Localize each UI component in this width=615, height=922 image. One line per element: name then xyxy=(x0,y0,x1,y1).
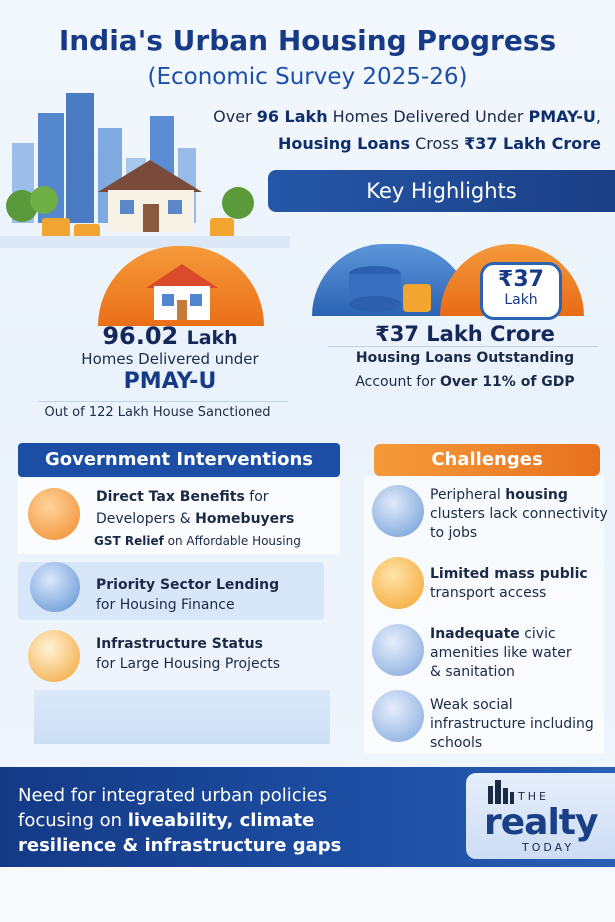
city-house-illustration xyxy=(0,88,290,248)
water-tap-icon xyxy=(372,624,424,676)
footer-message: Need for integrated urban policies focusing on liveability, climate resilience & infrastructure gaps xyxy=(18,785,342,856)
brand-name: realty xyxy=(484,802,598,843)
divider xyxy=(38,401,288,402)
bottom-margin xyxy=(0,867,615,922)
intervention-direct-tax: Direct Tax Benefits for Developers & Homebuyers xyxy=(96,489,295,527)
intervention-gst-relief: GST Relief on Affordable Housing xyxy=(94,534,301,548)
divider xyxy=(328,346,598,347)
tax-house-icon xyxy=(28,488,80,540)
headline: Over 96 Lakh Homes Delivered Under PMAY-U, Housing Loans Cross ₹37 Lakh Crore xyxy=(213,107,601,153)
intervention-infrastructure-status: Infrastructure Status for Large Housing Projects xyxy=(96,636,281,672)
challenge-peripheral-housing: Peripheral housing clusters lack connectivity to jobs xyxy=(430,487,608,541)
brand-the: THE xyxy=(518,790,549,803)
coins-icon xyxy=(345,262,437,316)
challenges-heading: Challenges xyxy=(374,444,600,476)
skyline-decoration xyxy=(34,690,330,744)
interventions-heading: Government Interventions xyxy=(18,443,340,477)
intervention-priority-lending: Priority Sector Lending for Housing Finance xyxy=(96,577,280,613)
challenge-civic-amenities: Inadequate civic amenities like water & sanitation xyxy=(430,626,572,680)
brand-today: TODAY xyxy=(522,841,575,854)
gdp-share-label: Account for Over 11% of GDP xyxy=(355,374,575,390)
brand-skyline-icon xyxy=(486,778,516,804)
homes-delivered-label: Homes Delivered under xyxy=(81,350,259,368)
school-icon xyxy=(372,690,424,742)
infrastructure-icon xyxy=(28,630,80,682)
homes-delivered-value: 96.02 Lakh xyxy=(102,322,238,350)
challenge-social-infrastructure: Weak social infrastructure including schools xyxy=(430,697,594,751)
bank-icon xyxy=(30,562,80,612)
city-icon xyxy=(372,485,424,537)
page-title: India's Urban Housing Progress xyxy=(58,24,557,57)
key-highlights-label: Key Highlights xyxy=(366,179,517,203)
pmay-u-label: PMAY-U xyxy=(123,369,217,394)
page-subtitle: (Economic Survey 2025-26) xyxy=(147,64,468,90)
bus-icon xyxy=(372,557,424,609)
loans-badge: ₹37 Lakh xyxy=(480,262,562,320)
challenge-mass-transport: Limited mass public transport access xyxy=(430,566,588,601)
housing-loans-label: Housing Loans Outstanding xyxy=(355,350,575,366)
houses-sanctioned-label: Out of 122 Lakh House Sanctioned xyxy=(44,405,271,420)
housing-loans-value: ₹37 Lakh Crore xyxy=(375,322,555,346)
house-icon xyxy=(140,258,224,324)
